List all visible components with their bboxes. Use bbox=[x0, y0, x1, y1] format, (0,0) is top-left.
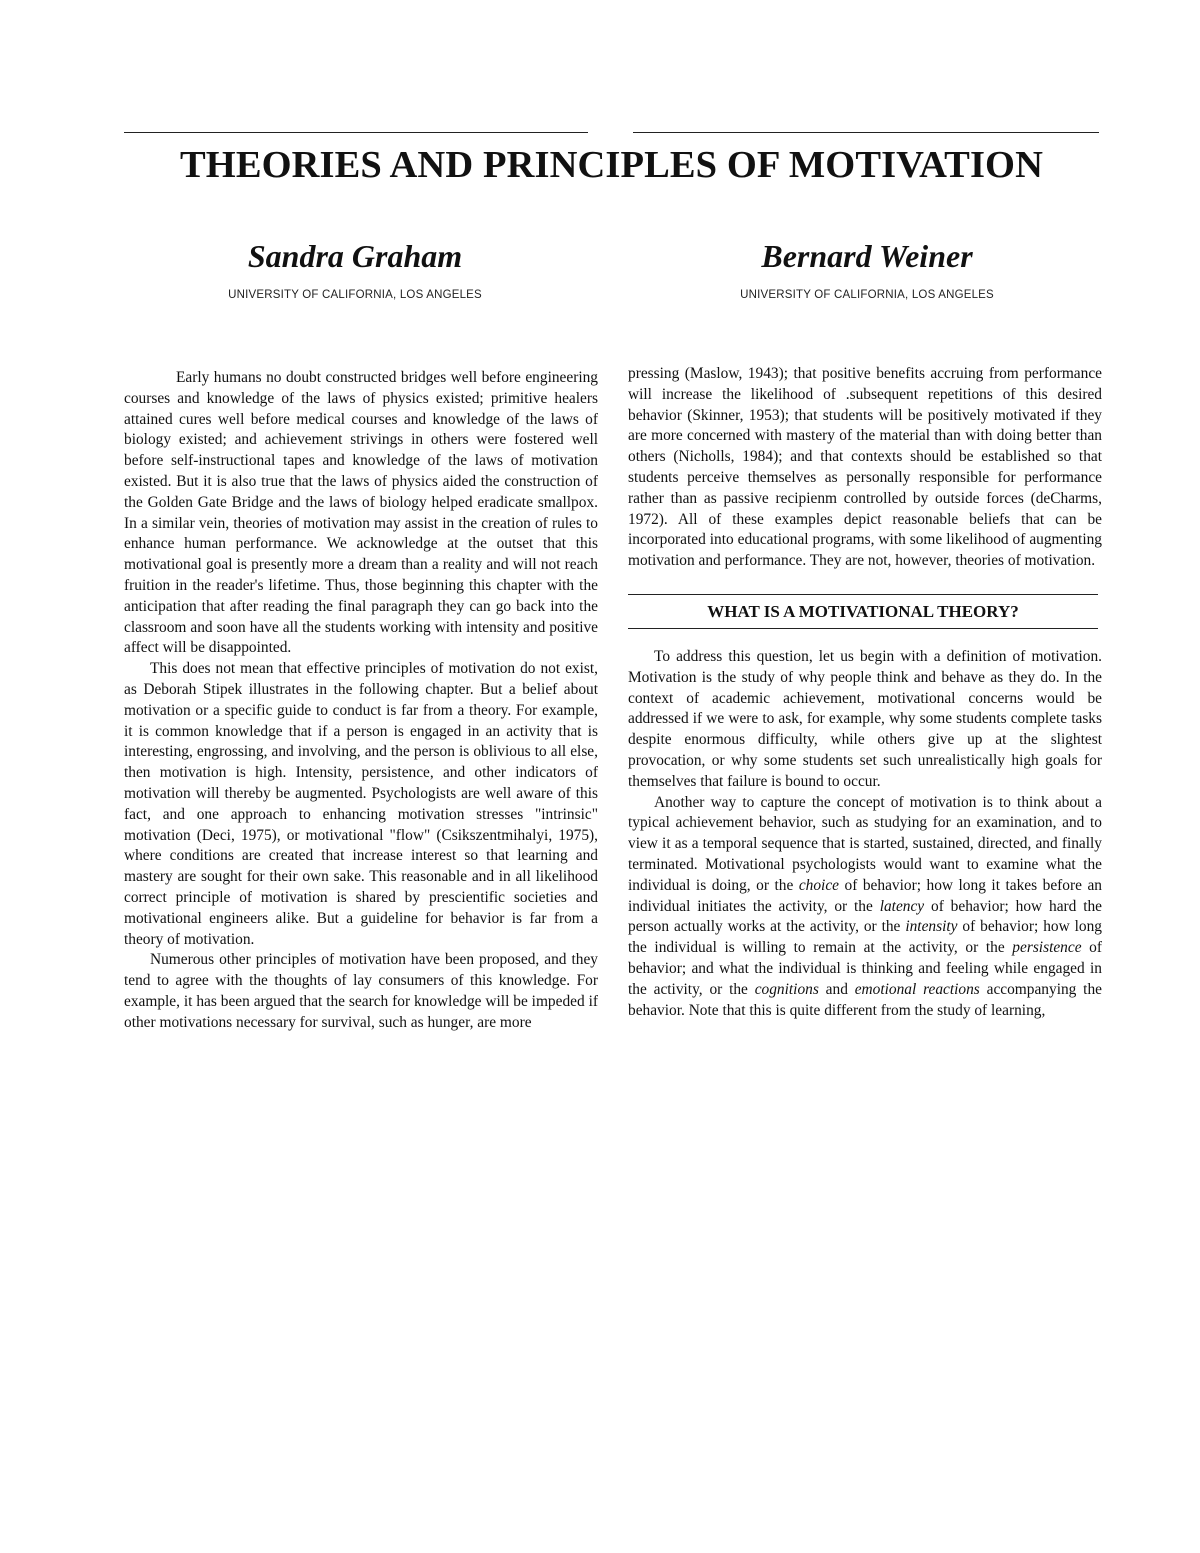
left-column bbox=[124, 368, 598, 1034]
body-text: of behavior; and what the individual is thinking and feeling while engaged in the activity, or the bbox=[628, 939, 1103, 998]
right-column bbox=[628, 364, 1102, 1021]
top-rule-left bbox=[124, 132, 588, 133]
body-text: of behavior; how long it takes before an individual initiates the activity, or the bbox=[628, 876, 1102, 915]
body-paragraph: Early humans no doubt constructed bridges well before engineering courses and knowledge of the laws of physics existed; primitive healers attained cures well before medical courses and knowledge of the laws of biology existed; and achievement strivings in others were fostered well before self-instructional tapes and knowledge of the laws of motivation existed. But it is also true that the laws of physics aided the construction of the Golden Gate Bridge and the laws of biology helped eradicate smallpox. In a similar vein, theories of motivation may assist in the creation of rules to enhance human performance. We acknowledge at the outset that this motivational goal is presently more a dream than a reality and will not reach fruition in the reader's lifetime. Thus, those beginning this chapter with the anticipation that after reading the final paragraph they can go back into the classroom and soon have all the students working with intensity and positive affect will be disappointed. bbox=[124, 369, 598, 657]
body-text: of behavior; how long the individual is willing to remain at the activity, or the bbox=[628, 918, 1103, 957]
author-affiliation-1: UNIVERSITY OF CALIFORNIA, LOS ANGELES bbox=[228, 289, 482, 301]
body-paragraph bbox=[628, 793, 1102, 1022]
body-paragraph: This does not mean that effective principles of motivation do not exist, as Deborah Stipek illustrates in the following chapter. But a belief about motivation or a specific guide to conduct is far from a theory. For example, it is common knowledge that if a person is engaged in an activity that is interesting, engrossing, and involving, and the person is oblivious to all else, then motivation is high. Intensity, persistence, and other indicators of motivation will thereby be augmented. Psychologists are well aware of this fact, and one approach to enhancing motivation stresses "intrinsic" motivation (Deci, 1975), or motivational "flow" (Csikszentmihalyi, 1975), where conditions are created that increase interest so that learning and mastery are sought for their own sake. This reasonable and in all likelihood correct principle of motivation is shared by prescientific societies and motivational engineers alike. But a guideline for behavior is far from a theory of motivation. bbox=[124, 660, 598, 948]
body-text: Another way to capture the concept of motivation is to think about a typical achievement behavior, such as studying for an examination, and to view it as a temporal sequence that is started, sustained, directed, and finally terminated. Motivational psychologists would want to examine what the individual is doing, or the bbox=[628, 793, 1102, 894]
body-paragraph: Numerous other principles of motivation have been proposed, and they tend to agree with the thoughts of lay consumers of this knowledge. For example, it has been argued that the search for knowledge will be impeded if other motivations necessary for survival, such as hunger, are more bbox=[124, 951, 598, 1031]
top-rule-right bbox=[633, 132, 1099, 133]
emphasis-term: emotional reactions bbox=[854, 980, 980, 998]
body-text: of behavior; how hard the person actually works at the activity, or the bbox=[628, 897, 1103, 936]
emphasis-term: cognitions bbox=[754, 980, 819, 998]
section-heading: WHAT IS A MOTIVATIONAL THEORY? bbox=[628, 594, 1098, 629]
body-paragraph: To address this question, let us begin with a definition of motivation. Motivation is the study of why people think and behave as they do. In the context of academic achievement, motivational concerns would be addressed if we were to ask, for example, why some students complete tasks despite enormous difficulty, while others give up at the slightest provocation, or why some students set such unrealistically high goals for themselves that failure is bound to occur. bbox=[628, 647, 1102, 790]
body-text: and bbox=[818, 980, 855, 998]
author-name-2: Bernard Weiner bbox=[761, 238, 973, 274]
emphasis-term: persistence bbox=[1012, 939, 1082, 957]
body-paragraph-continued: pressing (Maslow, 1943); that positive benefits accruing from performance will increase the likelihood of .subsequent repetitions of this desired behavior (Skinner, 1953); that students will be positively motivated if they are more concerned with mastery of the material than with doing better than others (Nicholls, 1984); and that contexts should be established so that students perceive themselves as personally responsible for performance rather than as passive recipienm controlled by outside forces (deCharms, 1972). All of these examples depict reasonable beliefs that can be incorporated into educational programs, with some likelihood of augmenting motivation and performance. They are not, however, theories of motivation. bbox=[628, 365, 1102, 570]
author-name-1: Sandra Graham bbox=[247, 238, 463, 274]
body-text: accompanying the behavior. Note that this is quite different from the study of learning, bbox=[628, 980, 1102, 1019]
author-affiliation-2: UNIVERSITY OF CALIFORNIA, LOS ANGELES bbox=[740, 289, 994, 301]
emphasis-term: choice bbox=[798, 876, 839, 894]
emphasis-term: latency bbox=[879, 897, 925, 915]
emphasis-term: intensity bbox=[905, 918, 958, 936]
paper-title: THEORIES AND PRINCIPLES OF MOTIVATION bbox=[180, 144, 1043, 186]
